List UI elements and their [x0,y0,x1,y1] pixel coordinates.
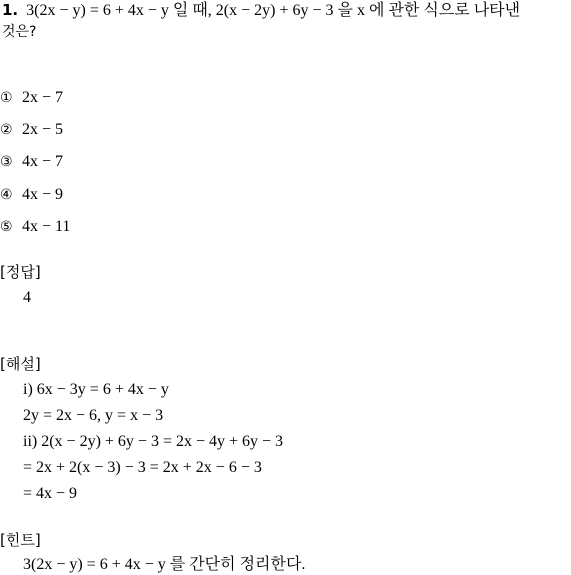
answer-heading: [정답] [0,263,41,281]
choice-2-text: 2x − 5 [22,121,64,138]
explanation-line-2: 2y = 2x − 6, y = x − 3 [23,407,164,424]
choice-4-text: 4x − 9 [22,186,64,203]
choice-5[interactable] [0,216,70,237]
question-line-1 [2,0,520,21]
hint-heading: [힌트] [0,531,41,549]
choice-3-text: 4x − 7 [22,153,64,170]
question-number: 1. [2,1,19,19]
choice-5-mark: ⑤ [0,219,13,235]
explanation-line-5: = 4x − 9 [23,485,78,502]
choice-1-text: 2x − 7 [22,89,64,106]
question-stem: 3(2x − y) = 6 + 4x − y 일 때, 2(x − 2y) + 6y − 3 을 x 에 관한 식으로 나타낸 [26,2,521,19]
explanation-heading: [해설] [0,355,41,373]
choice-3[interactable] [0,151,63,172]
choice-1-mark: ① [0,90,13,106]
choice-4-mark: ④ [0,187,13,203]
hint-text: 3(2x − y) = 6 + 4x − y 를 간단히 정리한다. [23,556,306,573]
answer-value: 4 [23,289,31,306]
explanation-line-4: = 2x + 2(x − 3) − 3 = 2x + 2x − 6 − 3 [23,459,262,476]
choice-5-text: 4x − 11 [22,218,71,235]
choice-2[interactable] [0,119,63,140]
choice-1[interactable] [0,87,63,108]
explanation-line-1: i) 6x − 3y = 6 + 4x − y [23,381,169,398]
choice-4[interactable] [0,184,63,205]
choice-2-mark: ② [0,122,13,138]
explanation-line-3: ii) 2(x − 2y) + 6y − 3 = 2x − 4y + 6y − 3 [23,433,284,450]
question-line-2: 것은? [2,24,37,40]
choice-3-mark: ③ [0,154,13,170]
